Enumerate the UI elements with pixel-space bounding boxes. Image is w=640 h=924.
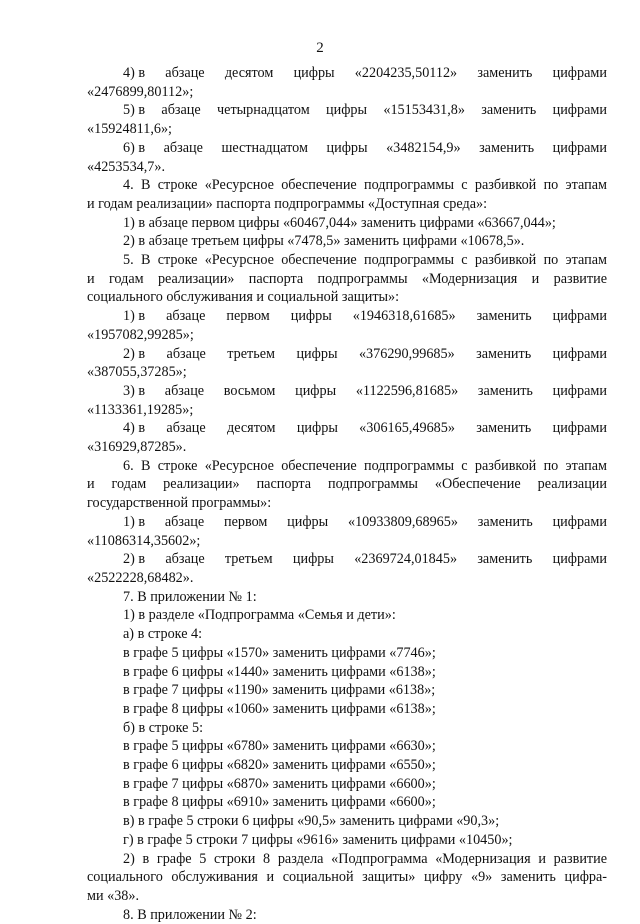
text-word: восьмом (223, 382, 276, 399)
text-word: «15153431,8» (383, 102, 465, 119)
text-line: б) в строке 5: (123, 719, 204, 736)
text-word: 2) в (123, 551, 146, 568)
text-word: абзаце (165, 65, 205, 81)
text-word: «1946318,61685» (352, 308, 456, 325)
text-line: 4. В строке «Ресурсное обеспечение подпрограммы с разбивкой по этапам (123, 177, 607, 194)
text-line: «2476899,80112»; (87, 83, 194, 100)
text-line (87, 382, 607, 401)
text-word: абзаце (163, 139, 203, 156)
text-word: цифры (287, 513, 329, 530)
text-word: цифры (295, 382, 337, 399)
text-word: цифры (296, 345, 338, 362)
text-line: в графе 8 цифры «1060» заменить цифрами «6138»; (123, 700, 436, 717)
text-word: заменить (477, 65, 533, 81)
text-word: десятом (224, 65, 274, 81)
text-line (87, 345, 607, 364)
text-word: заменить (476, 420, 532, 437)
text-word: «10933809,68965» (347, 513, 458, 530)
text-line: 1) в абзаце первом цифры «60467,044» заменить цифрами «63667,044»; (123, 214, 556, 231)
text-line (87, 550, 607, 569)
text-word: цифры (290, 308, 332, 325)
text-line (87, 101, 607, 120)
text-word: заменить (479, 139, 535, 156)
text-line: 5. В строке «Ресурсное обеспечение подпрограммы с разбивкой по этапам (123, 252, 607, 269)
text-line (87, 513, 607, 532)
text-word: цифрами (552, 551, 607, 568)
text-word: 1) в (123, 308, 146, 325)
text-line: в графе 5 цифры «1570» заменить цифрами «7746»; (123, 644, 436, 661)
text-word: заменить (476, 308, 532, 325)
text-word: абзаце (161, 102, 201, 119)
text-word: третьем (227, 345, 276, 362)
text-line: «15924811,6»; (87, 121, 172, 138)
text-word: абзаце (166, 420, 206, 437)
text-word: десятом (227, 420, 276, 437)
text-line (87, 64, 607, 83)
text-word: цифры (326, 139, 368, 156)
text-line: в графе 7 цифры «6870» заменить цифрами «6600»; (123, 775, 436, 792)
text-line: в графе 6 цифры «6820» заменить цифрами «6550»; (123, 757, 436, 774)
text-word: заменить (477, 513, 533, 530)
text-line: «4253534,7». (87, 158, 166, 175)
text-line: социального обслуживания и социальной защиты»: (87, 289, 400, 306)
text-line: «1957082,99285»; (87, 326, 194, 343)
text-word: абзаце (166, 308, 206, 325)
text-word: цифры (326, 102, 368, 119)
text-word: первом (223, 513, 268, 530)
text-line: и годам реализации» паспорта подпрограммы «Обеспечение реализации (87, 476, 607, 493)
text-word: заменить (481, 102, 537, 119)
text-line (87, 139, 607, 158)
text-word: четырнадцатом (217, 102, 310, 119)
text-line: «387055,37285»; (87, 364, 187, 381)
text-word: заменить (477, 551, 533, 568)
text-line: «1133361,19285»; (87, 401, 194, 418)
text-word: 2) в (123, 345, 146, 362)
text-word: третьем (224, 551, 273, 568)
text-word: абзаце (164, 513, 205, 530)
text-word: цифрами (552, 139, 607, 156)
text-line: социального обслуживания и социальной защиты» цифру «9» заменить цифра- (87, 869, 607, 886)
text-word: 6) в (123, 139, 146, 156)
text-line: в графе 5 цифры «6780» заменить цифрами «6630»; (123, 738, 436, 755)
text-line: «2522228,68482». (87, 569, 194, 586)
text-line: и годам реализации» паспорта подпрограммы «Доступная среда»: (87, 195, 488, 212)
text-line: в графе 7 цифры «1190» заменить цифрами «6138»; (123, 682, 436, 699)
text-word: цифрами (552, 65, 607, 81)
text-line: «11086314,35602»; (87, 532, 201, 549)
text-line: в графе 8 цифры «6910» заменить цифрами «6600»; (123, 794, 436, 811)
text-word: 5) в (123, 102, 146, 119)
text-word: 4) в (123, 420, 146, 437)
text-word: цифрами (552, 420, 607, 437)
text-word: цифры (293, 65, 335, 81)
text-line: в) в графе 5 строки 6 цифры «90,5» заменить цифрами «90,3»; (123, 813, 500, 830)
text-line: государственной программы»: (87, 495, 272, 512)
text-line: 1) в разделе «Подпрограмма «Семья и дети»: (123, 607, 396, 624)
text-word: цифрами (552, 513, 607, 530)
page-number: 2 (316, 40, 324, 56)
text-word: цифры (292, 551, 334, 568)
text-line: г) в графе 5 строки 7 цифры «9616» заменить цифрами «10450»; (123, 831, 513, 848)
text-line: «316929,87285». (87, 439, 187, 456)
text-line: 7. В приложении № 1: (123, 588, 257, 605)
text-word: 4) в (123, 65, 146, 81)
text-word: «306165,49685» (359, 420, 455, 437)
text-word: абзаце (164, 382, 205, 399)
text-word: «376290,99685» (358, 345, 455, 362)
text-word: цифрами (552, 382, 607, 399)
text-line: и годам реализации» паспорта подпрограммы «Модернизация и развитие (87, 270, 607, 287)
text-word: абзаце (166, 345, 206, 362)
text-line (87, 419, 607, 438)
text-word: абзаце (165, 551, 205, 568)
text-line: 2) в графе 5 строки 8 раздела «Подпрограмма «Модернизация и развитие (123, 850, 607, 867)
text-line: 2) в абзаце третьем цифры «7478,5» заменить цифрами «10678,5». (123, 233, 525, 250)
text-word: «2204235,50112» (354, 65, 458, 81)
text-word: заменить (476, 345, 532, 362)
text-word: «2369724,01845» (354, 551, 458, 568)
text-word: 1) в (123, 513, 146, 530)
document-body (87, 64, 607, 924)
text-word: цифрами (552, 102, 607, 119)
text-word: цифрами (552, 345, 607, 362)
text-word: цифры (296, 420, 338, 437)
text-word: цифрами (552, 308, 607, 325)
text-word: шестнадцатом (221, 139, 308, 156)
text-line: а) в строке 4: (123, 626, 203, 643)
text-line (87, 307, 607, 326)
text-line: ми «38». (87, 887, 140, 904)
text-word: «3482154,9» (386, 139, 461, 156)
text-line: в графе 6 цифры «1440» заменить цифрами «6138»; (123, 663, 436, 680)
text-word: первом (226, 308, 270, 325)
text-line: 6. В строке «Ресурсное обеспечение подпрограммы с разбивкой по этапам (123, 457, 607, 474)
text-word: заменить (477, 382, 533, 399)
text-word: «1122596,81685» (355, 382, 459, 399)
text-word: 3) в (123, 382, 146, 399)
text-line: 8. В приложении № 2: (123, 906, 257, 923)
